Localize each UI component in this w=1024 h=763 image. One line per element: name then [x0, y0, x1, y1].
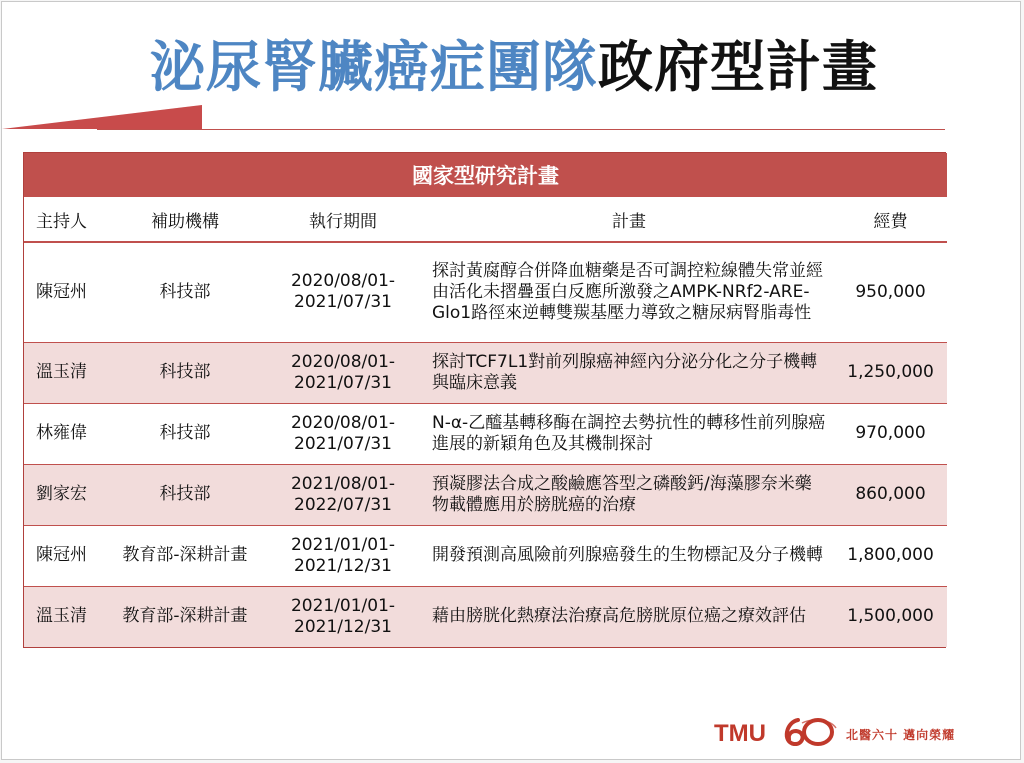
title-team: 泌尿腎臟癌症團隊 — [149, 35, 598, 99]
header-funding: 經費 — [834, 198, 947, 243]
cell-agency: 教育部-深耕計畫 — [108, 525, 262, 586]
header-pi: 主持人 — [24, 198, 108, 243]
period-start: 2020/08/01- — [290, 271, 396, 292]
cell-agency: 科技部 — [108, 464, 262, 525]
cell-funding: 970,000 — [834, 403, 947, 464]
cell-period — [262, 525, 424, 586]
page-title — [2, 32, 1024, 102]
table-row — [24, 525, 947, 586]
cell-plan: 藉由膀胱化熱療法治療高危膀胱原位癌之療效評估 — [424, 586, 834, 647]
cell-funding: 950,000 — [834, 242, 947, 342]
cell-agency: 科技部 — [108, 342, 262, 403]
cell-period — [262, 342, 424, 403]
cell-funding: 1,800,000 — [834, 525, 947, 586]
cell-funding: 1,250,000 — [834, 342, 947, 403]
cell-agency: 科技部 — [108, 403, 262, 464]
period-start: 2020/08/01- — [290, 351, 396, 372]
header-plan: 計畫 — [424, 198, 834, 243]
cell-period — [262, 403, 424, 464]
period-end: 2021/12/31 — [294, 616, 392, 637]
tmu-60-logo-icon — [778, 714, 838, 750]
period-end: 2022/07/31 — [294, 494, 392, 515]
period-end: 2021/12/31 — [294, 555, 392, 576]
table-row — [24, 242, 947, 342]
cell-period — [262, 464, 424, 525]
period-start: 2021/01/01- — [290, 534, 396, 555]
period-end: 2021/07/31 — [294, 433, 392, 454]
cell-agency: 科技部 — [108, 242, 262, 342]
tmu-slogan: 北醫六十 邁向榮耀 — [846, 728, 956, 742]
cell-plan: N-α-乙醯基轉移酶在調控去勢抗性的轉移性前列腺癌進展的新穎角色及其機制探討 — [424, 403, 834, 464]
period-start: 2021/08/01- — [290, 473, 396, 494]
table-banner: 國家型研究計畫 — [24, 153, 947, 198]
table-row — [24, 403, 947, 464]
cell-pi: 陳冠州 — [24, 242, 108, 342]
cell-agency: 教育部-深耕計畫 — [108, 586, 262, 647]
cell-funding: 1,500,000 — [834, 586, 947, 647]
cell-funding: 860,000 — [834, 464, 947, 525]
title-plan-type: 政府型計畫 — [598, 35, 879, 99]
cell-pi: 陳冠州 — [24, 525, 108, 586]
period-end: 2021/07/31 — [294, 372, 392, 393]
period-start: 2020/08/01- — [290, 412, 396, 433]
table-row — [24, 342, 947, 403]
period-start: 2021/01/01- — [290, 595, 396, 616]
slide — [1, 1, 1021, 760]
tmu-wordmark: TMU — [714, 720, 766, 747]
header-period: 執行期間 — [262, 198, 424, 243]
period-end: 2021/07/31 — [294, 292, 392, 313]
table-row — [24, 464, 947, 525]
cell-pi: 劉家宏 — [24, 464, 108, 525]
title-wedge-decoration — [2, 105, 202, 129]
tmu-logo — [714, 716, 1014, 752]
cell-plan: 開發預測高風險前列腺癌發生的生物標記及分子機轉 — [424, 525, 834, 586]
cell-pi: 溫玉清 — [24, 586, 108, 647]
cell-pi: 林雍偉 — [24, 403, 108, 464]
cell-plan: 探討黃腐醇合併降血糖藥是否可調控粒線體失常並經由活化未摺疊蛋白反應所激發之AMPK-NRf2-ARE-Glo1路徑來逆轉雙羰基壓力導致之糖尿病腎脂毒性 — [424, 242, 834, 342]
cell-pi: 溫玉清 — [24, 342, 108, 403]
title-underline — [97, 129, 945, 130]
cell-plan: 探討TCF7L1對前列腺癌神經內分泌分化之分子機轉與臨床意義 — [424, 342, 834, 403]
cell-plan: 預凝膠法合成之酸鹼應答型之磷酸鈣/海藻膠奈米藥物載體應用於膀胱癌的治療 — [424, 464, 834, 525]
cell-period — [262, 586, 424, 647]
table-row — [24, 586, 947, 647]
header-agency: 補助機構 — [108, 198, 262, 243]
grants-table — [23, 152, 946, 648]
cell-period — [262, 242, 424, 342]
